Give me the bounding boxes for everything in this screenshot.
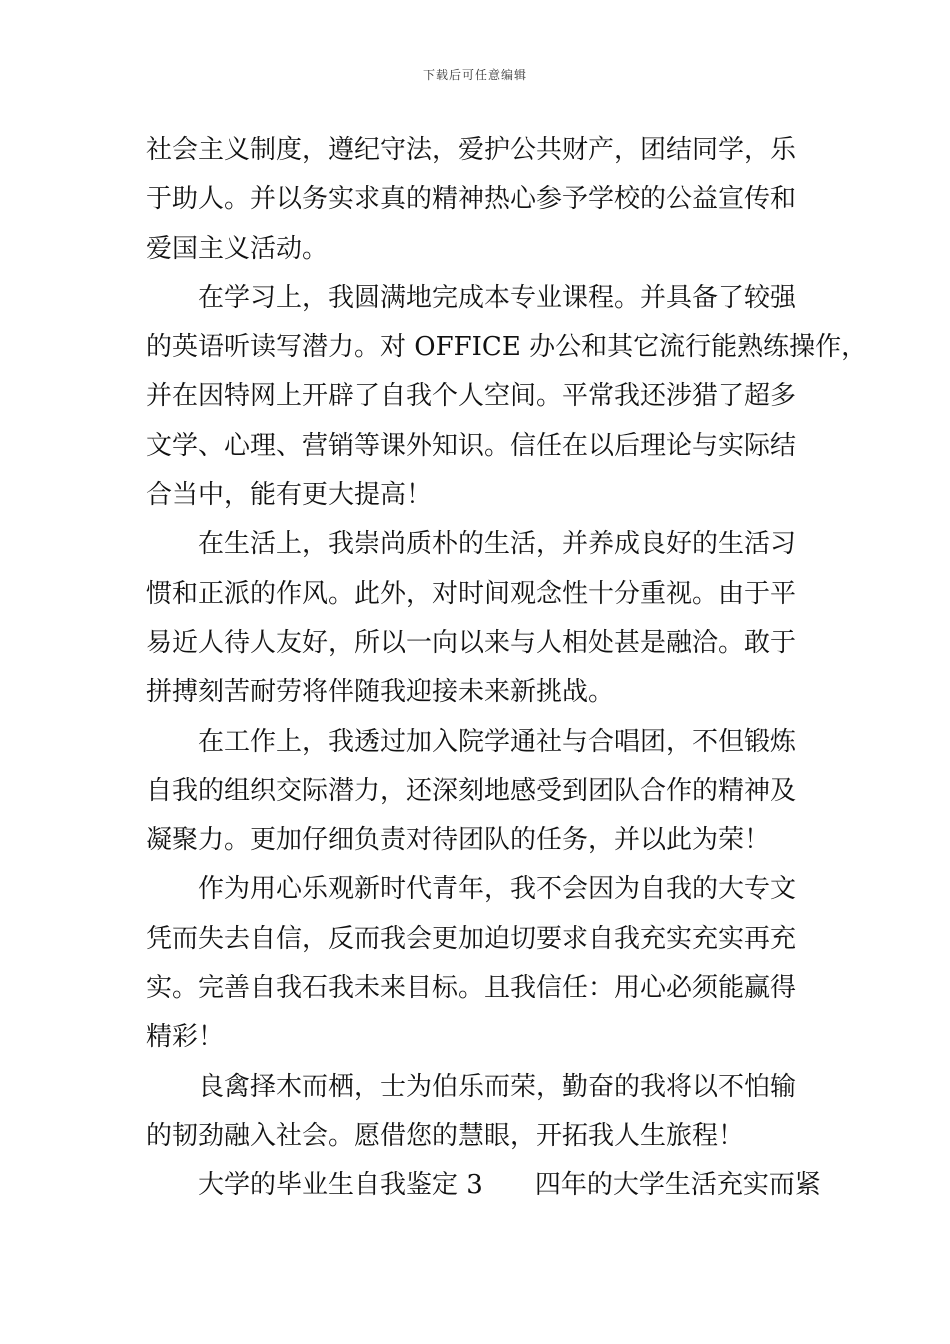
text-line: 爱国主义活动。 — [146, 233, 329, 264]
text-line: 合当中，能有更大提高！ — [146, 480, 433, 511]
text-line: 的韧劲融入社会。愿借您的慧眼，开拓我人生旅程！ — [146, 1120, 745, 1151]
text-line: 惯和正派的作风。此外，对时间观念性十分重视。由于平 — [146, 578, 797, 609]
section-heading-line — [146, 1161, 821, 1210]
text-line: 易近人待人友好，所以一向以来与人相处甚是融洽。敢于 — [146, 627, 797, 658]
text-line: 凝聚力。更加仔细负责对待团队的任务，并以此为荣！ — [146, 825, 771, 856]
text-line: 凭而失去自信，反而我会更加迫切要求自我充实充实再充 — [146, 923, 797, 954]
page-header: 下载后可任意编辑 — [422, 68, 527, 82]
document-body — [146, 126, 868, 1211]
text-line: 文学、心理、营销等课外知识。信任在以后理论与实际结 — [146, 430, 797, 461]
text-line: 社会主义制度，遵纪守法，爱护公共财产，团结同学，乐 — [146, 135, 797, 165]
text-line: 自我的组织交际潜力，还深刻地感受到团队合作的精神及 — [146, 775, 797, 806]
section-continuation: 四年的大学生活充实而紧 — [534, 1170, 821, 1201]
text-line: 于助人。并以务实求真的精神热心参予学校的公益宣传和 — [146, 184, 797, 215]
text-line: 拼搏刻苦耐劳将伴随我迎接未来新挑战。 — [146, 677, 615, 708]
text-line: 的英语听读写潜力。对 OFFICE 办公和其它流行能熟练操作， — [146, 332, 868, 363]
paragraph-start-line: 作为用心乐观新时代青年，我不会因为自我的大专文 — [198, 874, 797, 905]
text-line: 精彩！ — [146, 1022, 225, 1053]
paragraph-start-line: 在学习上，我圆满地完成本专业课程。并具备了较强 — [198, 282, 797, 313]
paragraph-start-line: 在生活上，我崇尚质朴的生活，并养成良好的生活习 — [198, 529, 797, 560]
text-line: 实。完善自我石我未来目标。且我信任：用心必须能赢得 — [146, 973, 797, 1004]
text-line: 并在因特网上开辟了自我个人空间。平常我还涉猎了超多 — [146, 381, 797, 412]
paragraph-start-line: 良禽择木而栖，士为伯乐而荣，勤奋的我将以不怕输 — [198, 1071, 797, 1102]
section-title: 大学的毕业生自我鉴定 3 — [198, 1170, 483, 1201]
paragraph-start-line: 在工作上，我透过加入院学通社与合唱团，不但锻炼 — [198, 726, 797, 757]
